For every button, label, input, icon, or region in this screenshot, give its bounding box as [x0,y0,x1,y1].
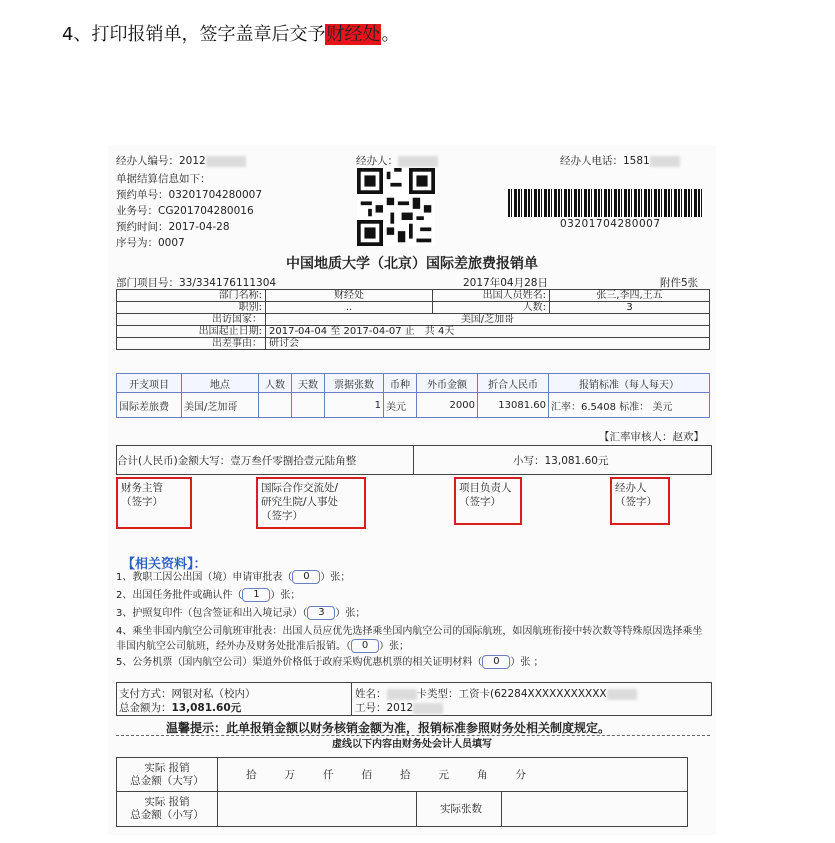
expense-header: 人数 [259,374,292,393]
handler-name: 经办人： [356,153,438,168]
expense-cell: 1 [325,393,384,418]
step-suffix: 。 [381,24,400,45]
country-value: 美国/芝加哥 [266,314,710,326]
signature-project-lead: 项目负责人 （签字） [454,477,522,525]
form-date: 2017年04月28日 [463,277,548,289]
total-lower: 小写：13,081.60元 [513,455,609,467]
position-value: .. [266,302,433,314]
expense-cell: 汇率：6.5408 标准： 美元 [549,393,710,418]
expense-cell [259,393,292,418]
warm-tip: 温馨提示：此单报销金额以财务核销金额为准，报销标准参照财务处相关制度规定。 [166,721,611,735]
payment-box [116,682,712,716]
finance-lower-label: 实际 报销 总金额（小写） [117,792,218,827]
expense-cell: 美国/芝加哥 [182,393,259,418]
finance-upper-label: 实际 报销 总金额（大写） [117,758,218,792]
finance-table [116,757,688,827]
travelers-label: 出国人员姓名: [433,290,550,302]
payee-work-no: 工号：2012 [355,700,443,715]
expense-header: 开支项目 [117,374,182,393]
related-list [116,569,710,672]
travelers-value: 张三,李四,王五 [550,290,710,302]
total-upper: 合计(人民币)金额大写：壹万叁仟零捌拾壹元陆角整 [117,455,357,467]
dept-project-no: 部门项目号：33/334176111304 [116,277,277,289]
dates-value: 2017-04-04 至 2017-04-07 止 共 4天 [266,326,710,338]
dates-label: 出国起止日期: [117,326,266,338]
rate-auditor: 【汇率审核人：赵欢】 [599,431,704,443]
expense-cell [292,393,325,418]
expense-header: 折合人民币 [478,374,549,393]
barcode-icon [508,189,704,217]
expense-header: 天数 [292,374,325,393]
reason-label: 出差事由： [117,338,266,350]
finance-count: 实际张数 [417,792,688,827]
reimbursement-form [108,145,716,835]
related-item: 4、乘坐非国内航空公司航班审批表：出国人员应优先选择乘坐国内航空公司的国际航班，如因航班衔接中转次数等特殊原因选择乘坐非国内航空公司航班，经外办及财务处批准后报销。（ 0 ）张； [116,626,703,652]
total-box [116,445,712,475]
finance-units: 拾 万 仟 佰 拾 元 角 分 [218,758,688,792]
count-label: 人数: [433,302,550,314]
expense-header: 外币金额 [417,374,478,393]
expense-header: 币种 [384,374,417,393]
expense-cell: 国际差旅费 [117,393,182,418]
expense-cell: 2000 [417,393,478,418]
qr-code-icon [357,168,435,246]
expense-header: 报销标准（每人每天） [549,374,710,393]
country-label: 出访国家： [117,314,266,326]
related-item: 3、护照复印件（包含签证和出入境记录）（ 3 ）张； [116,607,366,619]
expense-cell: 13081.60 [478,393,549,418]
expense-header: 票据张数 [325,374,384,393]
dept-value: 财经处 [266,290,433,302]
expense-table [116,373,710,418]
step-prefix: 4、打印报销单，签字盖章后交予 [62,24,326,45]
signature-international-office: 国际合作交流处/ 研究生院/人事处 （签字） [256,477,366,529]
payee-card: 姓名： 卡类型：工资卡(62284XXXXXXXXXXX [355,686,637,701]
travel-info-table [116,289,710,350]
count-value: 3 [550,302,710,314]
dept-label: 部门名称: [117,290,266,302]
highlight-finance-office: 财经处 [326,24,381,45]
expense-header: 地点 [182,374,259,393]
reason-value: 研讨会 [266,338,710,350]
handler-id: 经办人编号：2012 [116,153,246,168]
payment-amount: 总金额为：13,081.60元 [119,702,242,714]
position-label: 职别: [117,302,266,314]
signature-handler: 经办人 （签字） [610,477,670,525]
related-title: 【相关资料】： [122,557,207,572]
form-title: 中国地质大学（北京）国际差旅费报销单 [286,256,538,272]
attachment-count: 附件5张 [660,277,699,289]
step-instruction [62,20,399,46]
handler-phone: 经办人电话：1581 [560,153,680,168]
settlement-info: 单据结算信息如下： 预约单号：03201704280007 业务号：CG201704280016 预约时间：2017-04-28 序号为：0007 [116,173,263,249]
related-item: 5、公务机票（国内航空公司）渠道外价格低于政府采购优惠机票的相关证明材料（ 0 ）张 ； [116,656,544,668]
finance-lower-value [218,792,417,827]
signature-finance-director: 财务主管 （签字） [116,477,192,529]
barcode-number: 03201704280007 [560,218,661,230]
related-item: 2、出国任务批件或确认件（ 1 ）张； [116,589,301,601]
expense-cell: 美元 [384,393,417,418]
dash-note: 虚线以下内容由财务处会计人员填写 [332,739,492,750]
payment-method: 支付方式：网银对私（校内） [119,688,256,700]
related-item: 1、教职工因公出国（境）申请审批表（ 0 ）张； [116,571,351,583]
